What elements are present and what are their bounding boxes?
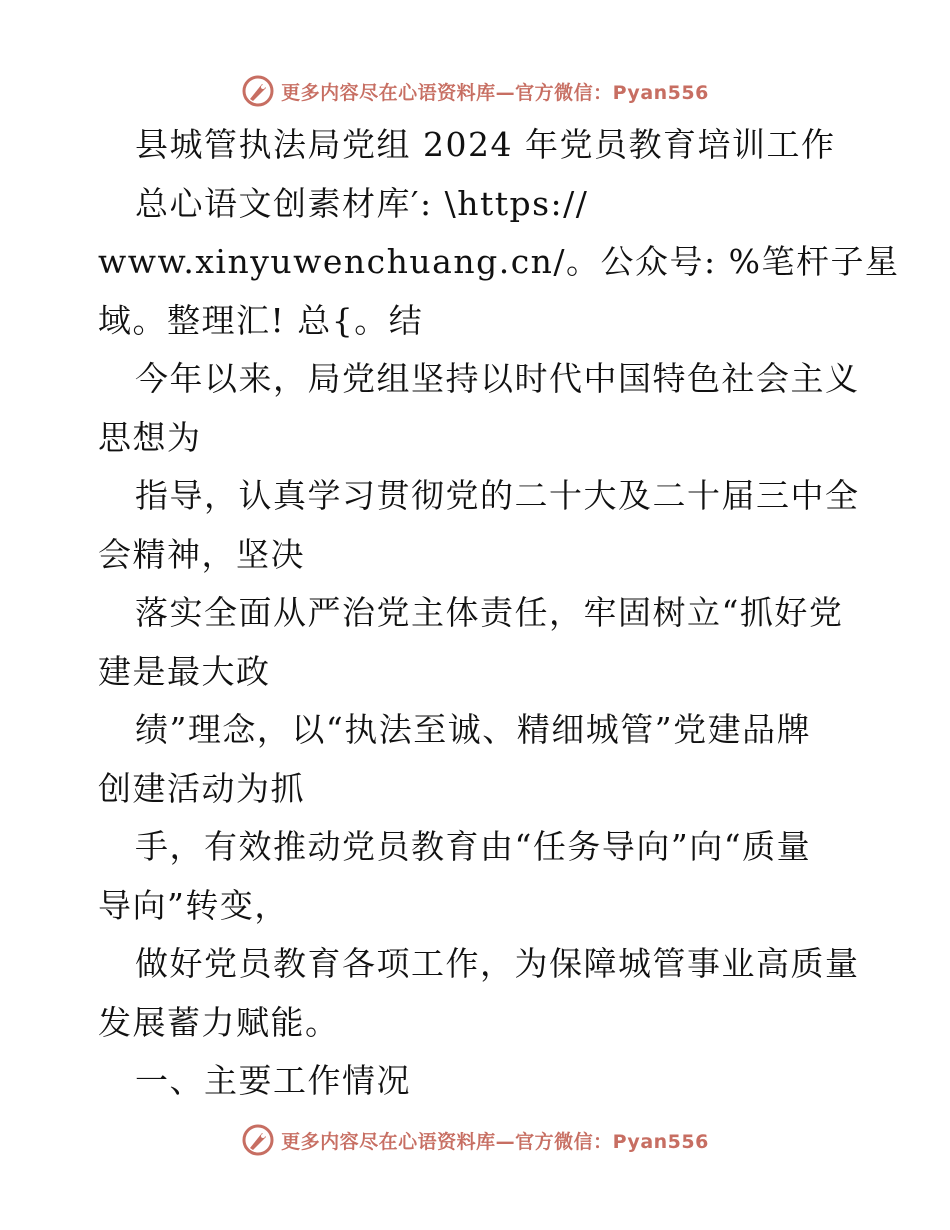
- paragraph-line: 今年以来，局党组坚持以时代中国特色社会主义: [135, 359, 860, 398]
- doc-title-line-2: 总心语文创素材库′: \https://: [135, 183, 589, 223]
- paragraph-line: 建是最大政: [98, 651, 271, 691]
- footer-watermark: [0, 1120, 950, 1160]
- document-body: [98, 116, 900, 1111]
- header-watermark: [0, 71, 950, 111]
- paragraph-line: 创建活动为抓: [98, 768, 305, 808]
- section-heading: 一、主要工作情况: [135, 1061, 411, 1100]
- paragraph-line: 发展蓄力赋能。: [98, 1002, 340, 1042]
- doc-title-line-4: 域。整理汇! 总{。结: [98, 300, 424, 340]
- paragraph-line: 指导，认真学习贯彻党的二十大及二十届三中全: [135, 476, 860, 515]
- paragraph-line: 会精神，坚决: [98, 534, 305, 574]
- watermark-text: 更多内容尽在心语资料库—官方微信：Pyan556: [281, 81, 709, 104]
- paragraph-line: 做好党员教育各项工作，为保障城管事业高质量: [135, 944, 860, 983]
- paragraph-line: 导向”转变，: [98, 885, 289, 925]
- fountain-pen-logo-icon: [241, 74, 275, 108]
- doc-title-line-3: www.xinyuwenchuang.cn/。公众号: %笔杆子星: [98, 242, 900, 281]
- doc-title-line-1: 县城管执法局党组 2024 年党员教育培训工作: [135, 125, 836, 164]
- paragraph-line: 思想为: [98, 417, 202, 457]
- paragraph-line: 落实全面从严治党主体责任，牢固树立“抓好党: [135, 593, 844, 632]
- paragraph-line: 绩”理念，以“执法至诚、精细城管”党建品牌: [135, 710, 812, 749]
- paragraph-line: 手，有效推动党员教育由“任务导向”向“质量: [135, 827, 812, 866]
- fountain-pen-logo-icon: [241, 1123, 275, 1157]
- watermark-text: 更多内容尽在心语资料库—官方微信：Pyan556: [281, 1130, 709, 1153]
